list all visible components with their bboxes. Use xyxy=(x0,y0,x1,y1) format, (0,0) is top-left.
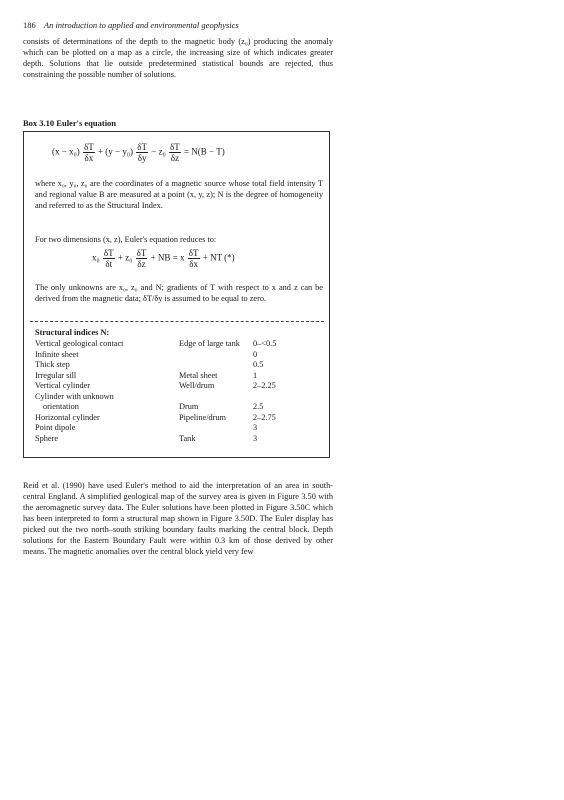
table-row xyxy=(35,371,313,382)
geological-model-cell: Irregular sill xyxy=(35,370,77,380)
eq2-term-4: + NT (*) xyxy=(202,252,235,263)
geological-model-cell: Infinite sheet xyxy=(35,349,79,359)
index-value-cell: 3 xyxy=(253,423,258,432)
box-heading: Box 3.10 Euler's equation xyxy=(23,118,117,128)
index-value-cell: 0.5 xyxy=(253,360,264,369)
eq1-fraction-2 xyxy=(136,142,148,163)
table-row xyxy=(35,402,313,413)
structural-indices-table xyxy=(35,339,313,444)
eq2-term-2: + z₀ xyxy=(117,252,133,263)
index-value-cell: 3 xyxy=(253,433,258,443)
dashed-divider xyxy=(30,321,324,322)
index-value-cell: 2.5 xyxy=(253,402,264,411)
paragraph-reid: Reid et al. (1990) have used Euler's method to aid the interpretation of an area in south-central England. A simplified geological map of the survey area is given in Figure 3.50 with the aeromagnetic survey data. The Euler solutions have been plotted in Figure 3.50C which has been interpreted to form a structural map shown in Figure 3.50D. The Euler display has picked out the two north–south striking boundary faults marking the central block. Depth solutions for the Eastern Boundary Fault were within 0.3 km of those derived by other means. The magnetic anomalies over the central block yield very few xyxy=(23,481,333,556)
running-title: An introduction to applied and environmental geophysics xyxy=(43,20,239,30)
structural-indices-title: Structural indices N: xyxy=(35,328,110,337)
eq1-term-1: (x − x₀) xyxy=(52,146,80,157)
table-row xyxy=(35,434,313,445)
eq1-fraction-1 xyxy=(83,142,95,163)
eq2-fraction-3 xyxy=(188,248,200,269)
geological-model-cell: Vertical cylinder xyxy=(35,381,91,390)
table-row xyxy=(35,423,313,434)
box-text-two-dimensions: For two dimensions (x, z), Euler's equation reduces to: xyxy=(35,235,217,244)
manmade-equivalent-cell: Edge of large tank xyxy=(179,339,240,348)
eq2-term-1: x₀ xyxy=(92,252,100,263)
euler-equation-3d xyxy=(52,142,225,163)
manmade-equivalent-cell: Pipeline/drum xyxy=(179,412,227,422)
table-row xyxy=(35,339,313,350)
table-row xyxy=(35,413,313,424)
geological-model-cell: orientation xyxy=(43,402,79,411)
box-text-unknowns: The only unknowns are x₀, z₀ and N; gradients of T with respect to x and z can be derived from the magnetic data; δT/δy is assumed to be equal to zero. xyxy=(35,283,323,303)
eq2-f3-numerator: δT xyxy=(188,248,199,258)
box-text-where: where x₀, y₀, z₀ are the coordinates of a magnetic source whose total field intensity T and regional value B are measured at a point (x, y, z); N is the degree of homogeneity and referred to as the Structural Index. xyxy=(35,179,323,210)
table-row xyxy=(35,392,313,403)
manmade-equivalent-cell xyxy=(179,392,251,403)
manmade-equivalent-cell: Metal sheet xyxy=(179,370,218,380)
manmade-equivalent-cell: Drum xyxy=(179,402,199,411)
index-value-cell: 0 xyxy=(253,349,258,359)
eq1-f3-denominator: δz xyxy=(170,153,179,163)
geological-model-cell: Point dipole xyxy=(35,423,76,432)
eq2-f2-denominator: δz xyxy=(137,259,146,269)
index-value-cell xyxy=(251,392,313,403)
eq2-f1-denominator: δt xyxy=(105,259,113,269)
table-row xyxy=(35,381,313,392)
eq2-f2-numerator: δT xyxy=(136,248,147,258)
manmade-equivalent-cell xyxy=(179,350,251,361)
eq1-f1-numerator: δT xyxy=(83,142,94,152)
eq2-fraction-2 xyxy=(136,248,148,269)
table-row xyxy=(35,350,313,361)
eq1-term-2: + (y − y₀) xyxy=(97,146,134,157)
eq2-f3-denominator: δx xyxy=(189,259,199,269)
eq1-f3-numerator: δT xyxy=(169,142,180,152)
index-value-cell: 0–<0.5 xyxy=(253,339,277,348)
euler-equation-2d xyxy=(92,248,235,269)
geological-model-cell: Sphere xyxy=(35,433,59,443)
manmade-equivalent-cell: Tank xyxy=(179,433,196,443)
eq1-term-4: = N(B − T) xyxy=(183,146,225,157)
eq1-term-3: − z₀ xyxy=(151,146,166,157)
running-header xyxy=(23,20,239,30)
eq1-f1-denominator: δx xyxy=(84,153,94,163)
eq2-f1-numerator: δT xyxy=(103,248,114,258)
page-number: 186 xyxy=(23,20,36,30)
table-row xyxy=(35,360,313,371)
eq1-fraction-3 xyxy=(169,142,181,163)
index-value-cell: 2–2.25 xyxy=(253,381,276,390)
manmade-equivalent-cell: Well/drum xyxy=(179,381,215,390)
eq2-fraction-1 xyxy=(103,248,115,269)
eq1-f2-numerator: δT xyxy=(137,142,148,152)
index-value-cell: 2–2.75 xyxy=(253,412,276,422)
eq1-f2-denominator: δy xyxy=(137,153,147,163)
geological-model-cell: Thick step xyxy=(35,360,70,369)
manmade-equivalent-cell xyxy=(179,423,251,434)
geological-model-cell: Horizontal cylinder xyxy=(35,412,100,422)
eq2-term-3: + NB = x xyxy=(150,252,185,263)
paragraph-intro: consists of determinations of the depth to the magnetic body (z₀) producing the anomaly which can be plotted on a map as a circle, the increasing size of which indicates greater depth. Solutions that lie outside predetermined statistical bounds are rejected, thus constraining the possible number of solutions. xyxy=(23,37,333,79)
index-value-cell: 1 xyxy=(253,370,258,380)
manmade-equivalent-cell xyxy=(179,360,251,371)
geological-model-cell: Cylinder with unknown xyxy=(35,391,114,401)
geological-model-cell: Vertical geological contact xyxy=(35,339,124,348)
euler-equation-box xyxy=(23,131,330,458)
